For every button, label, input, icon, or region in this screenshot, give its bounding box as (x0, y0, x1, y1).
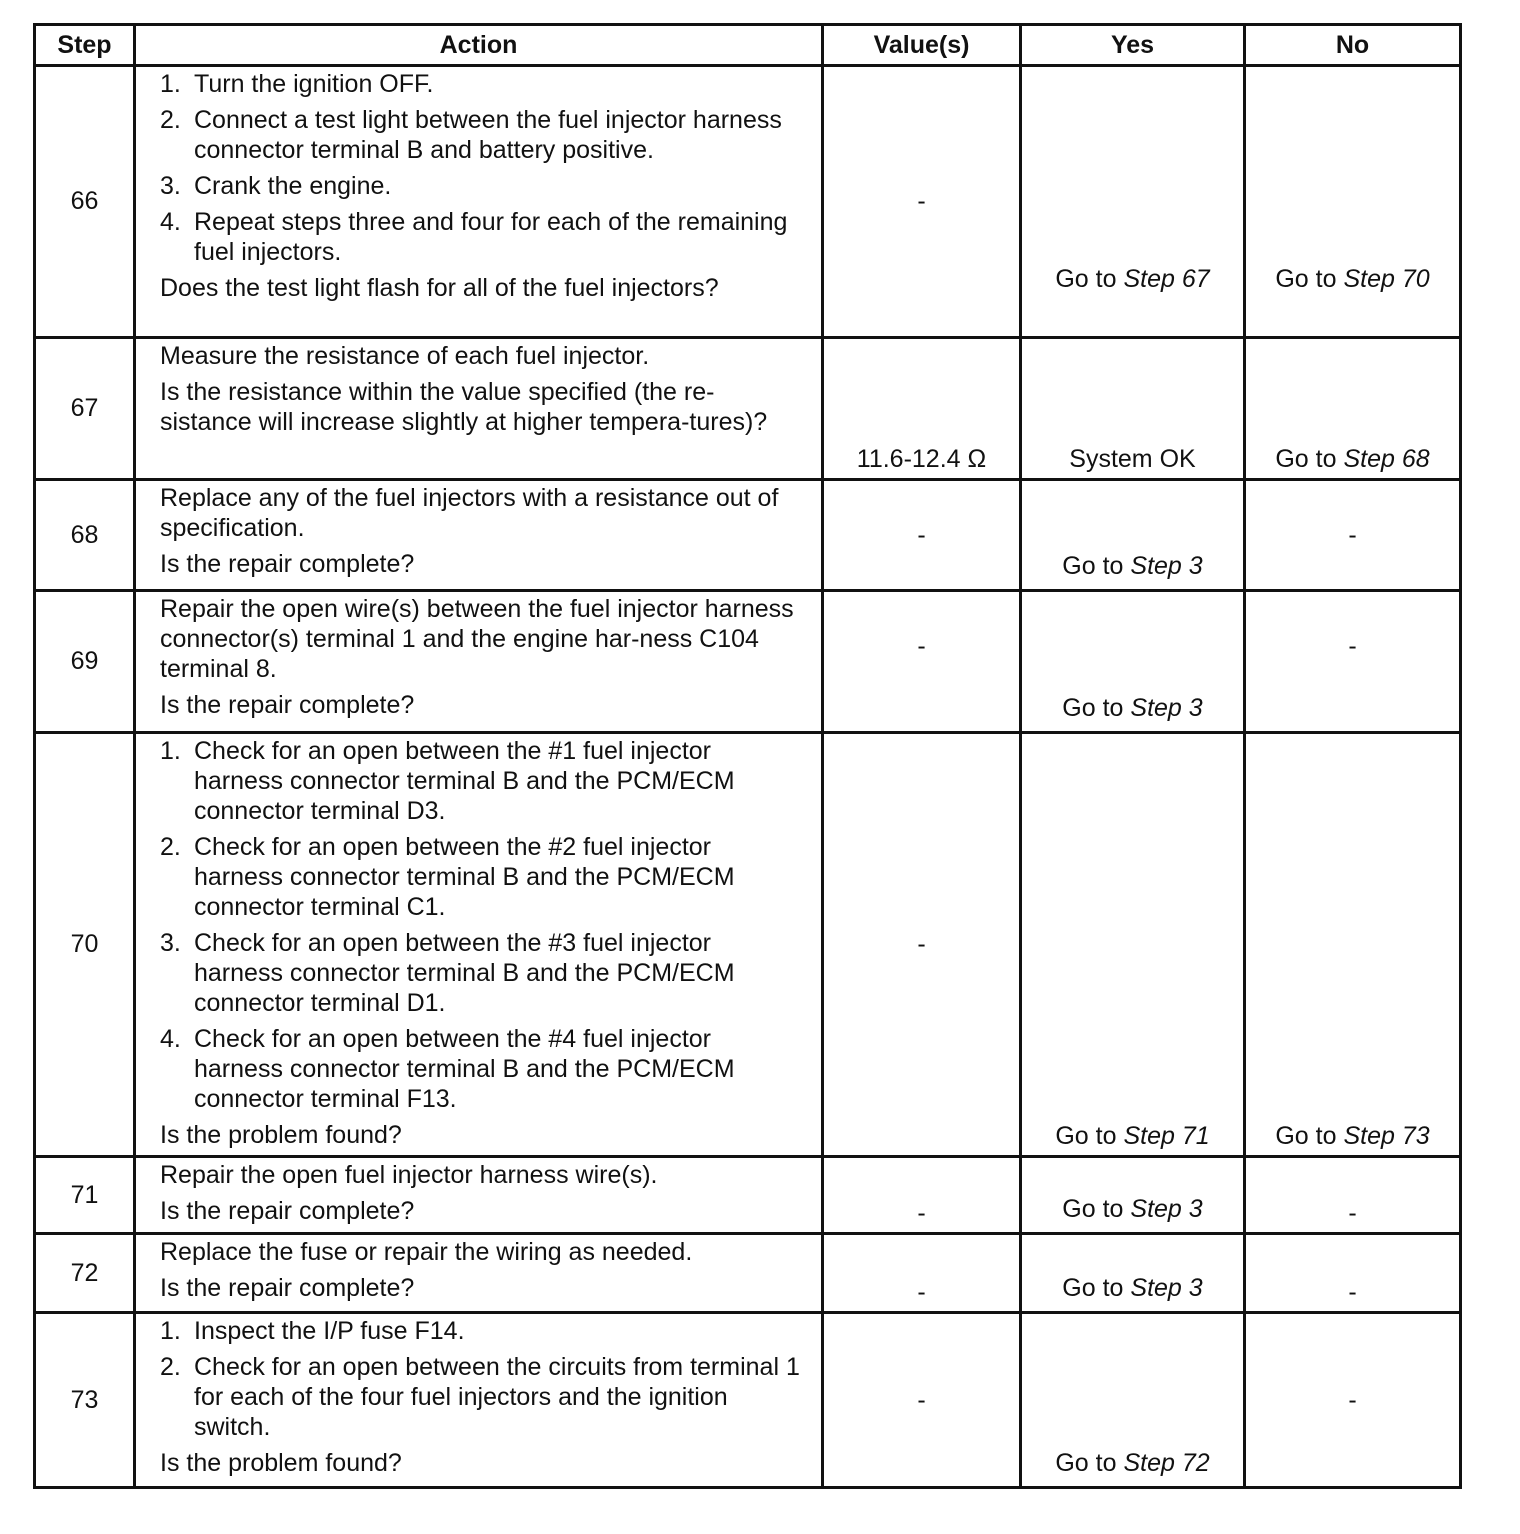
yes-cell: Go to Step 72 (1021, 1313, 1245, 1488)
action-question: Does the test light flash for all of the fuel injectors? (160, 274, 719, 302)
yes-cell: Go to Step 71 (1021, 733, 1245, 1157)
value-text: - (917, 930, 926, 958)
action-cell (135, 1234, 823, 1313)
action-list (160, 1316, 801, 1442)
action-text: Replace any of the fuel injectors with a resistance out of specification. (160, 484, 779, 542)
value-cell (823, 480, 1021, 591)
action-question: Is the repair complete? (160, 1274, 415, 1302)
no-cell (1245, 591, 1461, 733)
step-number: 72 (35, 1234, 135, 1313)
value-cell (823, 338, 1021, 480)
value-text: - (917, 187, 926, 215)
action-cell (135, 338, 823, 480)
value-text: - (917, 1278, 926, 1306)
list-item: 4. Check for an open between the #4 fuel injector harness connector terminal B and the PCM/ECM connector terminal F13. (160, 1025, 735, 1113)
header-step: Step (35, 25, 135, 66)
action-cell (135, 1313, 823, 1488)
list-item: 3. Crank the engine. (160, 172, 392, 200)
yes-step-ref: Step 3 (1130, 1274, 1203, 1302)
yes-cell: Go to Step 3 (1021, 1157, 1245, 1234)
yes-step-ref: Step 67 (1123, 265, 1210, 293)
action-question: Is the repair complete? (160, 1197, 415, 1225)
no-cell (1245, 480, 1461, 591)
value-text: - (917, 1199, 926, 1227)
no-cell: Go to Step 73 (1245, 733, 1461, 1157)
list-item: 2. Connect a test light between the fuel injector harness connector terminal B and battery positive. (160, 106, 782, 164)
value-cell (823, 1157, 1021, 1234)
no-text: - (1348, 1385, 1357, 1414)
list-item: 3. Check for an open between the #3 fuel injector harness connector terminal B and the PCM/ECM connector terminal D1. (160, 929, 735, 1017)
step-number: 70 (35, 733, 135, 1157)
list-item: 1. Check for an open between the #1 fuel injector harness connector terminal B and the PCM/ECM connector terminal D3. (160, 737, 735, 825)
action-cell (135, 480, 823, 591)
action-cell (135, 66, 823, 338)
action-text: Measure the resistance of each fuel injector. (160, 342, 650, 370)
action-question: Is the problem found? (160, 1121, 402, 1149)
value-text: - (917, 632, 926, 660)
no-cell: Go to Step 68 (1245, 338, 1461, 480)
no-cell (1245, 1234, 1461, 1313)
value-cell (823, 1313, 1021, 1488)
step-number: 67 (35, 338, 135, 480)
table-row (35, 591, 1461, 733)
action-list (160, 736, 801, 1114)
value-cell (823, 1234, 1021, 1313)
value-text: - (917, 520, 926, 549)
header-action: Action (135, 25, 823, 66)
action-cell (135, 591, 823, 733)
no-step-ref: Step 70 (1343, 265, 1430, 293)
list-item: 1. Turn the ignition OFF. (160, 70, 434, 98)
yes-step-ref: Step 72 (1123, 1449, 1210, 1477)
action-text: Replace the fuse or repair the wiring as needed. (160, 1238, 693, 1266)
table-row (35, 480, 1461, 591)
header-yes: Yes (1021, 25, 1245, 66)
yes-cell: Go to Step 3 (1021, 1234, 1245, 1313)
action-question: Is the resistance within the value specified (the re-sistance will increase slightly at higher tempera-tures)? (160, 378, 768, 436)
action-list (160, 69, 801, 267)
value-cell (823, 66, 1021, 338)
header-row (35, 25, 1461, 66)
no-text: - (1348, 632, 1357, 660)
action-question: Is the repair complete? (160, 550, 415, 578)
no-text: - (1348, 520, 1357, 549)
action-question: Is the repair complete? (160, 691, 415, 719)
list-item: 1. Inspect the I/P fuse F14. (160, 1317, 465, 1345)
step-number: 71 (35, 1157, 135, 1234)
list-item: 2. Check for an open between the #2 fuel injector harness connector terminal B and the PCM/ECM connector terminal C1. (160, 833, 735, 921)
yes-text: System OK (1069, 445, 1196, 473)
diagnostic-table (33, 23, 1462, 1489)
step-number: 73 (35, 1313, 135, 1488)
list-item: 4. Repeat steps three and four for each of the remaining fuel injectors. (160, 208, 788, 266)
action-question: Is the problem found? (160, 1449, 402, 1477)
list-item: 2. Check for an open between the circuits from terminal 1 for each of the four fuel injectors and the ignition switch. (160, 1353, 800, 1441)
value-cell (823, 591, 1021, 733)
action-cell (135, 1157, 823, 1234)
table-row (35, 1313, 1461, 1488)
header-no: No (1245, 25, 1461, 66)
action-text: Repair the open fuel injector harness wire(s). (160, 1161, 658, 1189)
header-values: Value(s) (823, 25, 1021, 66)
table-row (35, 66, 1461, 338)
no-cell: Go to Step 70 (1245, 66, 1461, 338)
no-text: - (1348, 1199, 1357, 1227)
yes-step-ref: Step 3 (1130, 1195, 1203, 1223)
action-cell (135, 733, 823, 1157)
yes-cell: Go to Step 3 (1021, 591, 1245, 733)
table-row (35, 338, 1461, 480)
yes-step-ref: Step 3 (1130, 694, 1203, 722)
no-cell (1245, 1157, 1461, 1234)
value-text: - (917, 1385, 926, 1414)
step-number: 66 (35, 66, 135, 338)
no-step-ref: Step 73 (1343, 1122, 1430, 1150)
value-text: 11.6-12.4 Ω (856, 445, 987, 473)
no-text: - (1348, 1278, 1357, 1306)
value-cell (823, 733, 1021, 1157)
table-row (35, 1234, 1461, 1313)
step-number: 69 (35, 591, 135, 733)
action-text: Repair the open wire(s) between the fuel injector harness connector(s) terminal 1 and the engine har-ness C104 terminal 8. (160, 595, 794, 683)
yes-cell: Go to Step 3 (1021, 480, 1245, 591)
no-cell (1245, 1313, 1461, 1488)
yes-step-ref: Step 3 (1130, 552, 1203, 580)
no-step-ref: Step 68 (1343, 445, 1430, 473)
table-row (35, 733, 1461, 1157)
table-row (35, 1157, 1461, 1234)
yes-step-ref: Step 71 (1123, 1122, 1210, 1150)
yes-cell: Go to Step 67 (1021, 66, 1245, 338)
yes-cell (1021, 338, 1245, 480)
step-number: 68 (35, 480, 135, 591)
